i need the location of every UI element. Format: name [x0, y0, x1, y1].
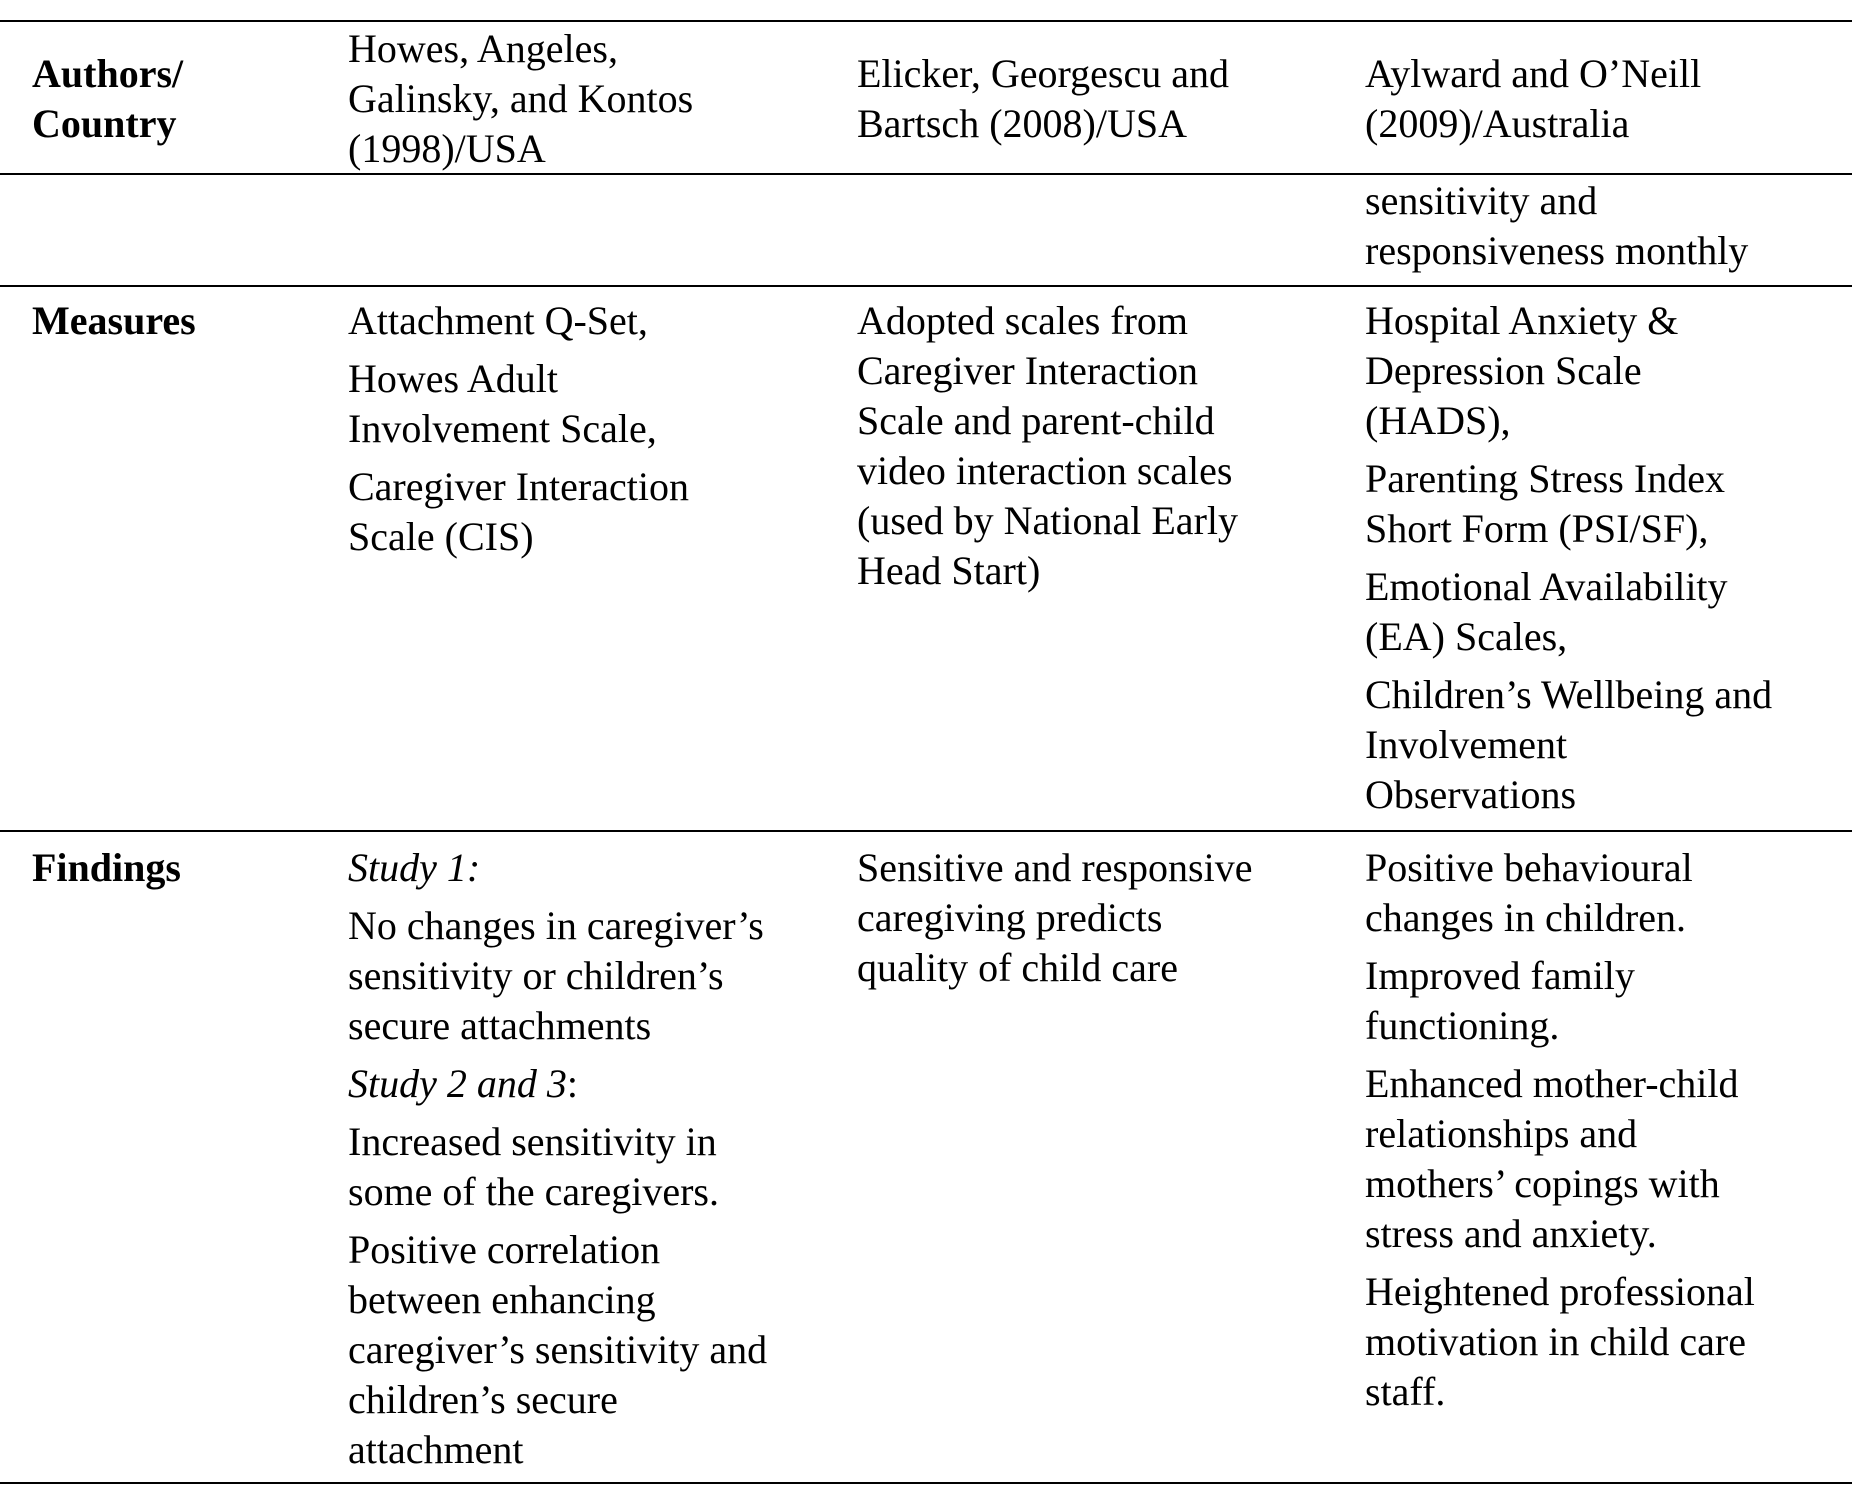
finding-item [1365, 951, 1845, 1051]
finding-item [348, 901, 848, 1051]
text-line: stress and anxiety. [1365, 1211, 1657, 1256]
text-line: some of the caregivers. [348, 1169, 719, 1214]
row-label: Findings [32, 845, 181, 890]
findings-label-cell [32, 843, 332, 893]
text-line: quality of child care [857, 945, 1178, 990]
text-line: between enhancing [348, 1277, 656, 1322]
header-text-line: Galinsky, and Kontos [348, 76, 694, 121]
findings-study3-cell [1365, 843, 1845, 1417]
text-line: Enhanced mother-child [1365, 1061, 1739, 1106]
findings-study2-cell [857, 843, 1347, 993]
text-line: motivation in child care [1365, 1319, 1746, 1364]
header-text-line: Howes, Angeles, [348, 26, 618, 71]
text-line: Heightened professional [1365, 1269, 1755, 1314]
text-line: Positive behavioural [1365, 845, 1693, 890]
finding-item [348, 1059, 848, 1109]
text-line: Howes Adult [348, 356, 558, 401]
table-bottom-rule [0, 1482, 1852, 1484]
text-line: video interaction scales [857, 448, 1233, 493]
continued-text-line: sensitivity and [1365, 178, 1598, 223]
text-line: Attachment Q-Set, [348, 298, 648, 343]
text-line: staff. [1365, 1369, 1446, 1414]
finding-item [348, 1117, 848, 1217]
text-line: sensitivity or children’s [348, 953, 724, 998]
text-line: (used by National Early [857, 498, 1238, 543]
continued-study3-cell [1365, 176, 1845, 276]
text-line: (EA) Scales, [1365, 614, 1568, 659]
text-line: Involvement [1365, 722, 1568, 767]
table-top-rule [0, 20, 1852, 22]
measures-study3-cell [1365, 296, 1845, 820]
finding-item [857, 843, 1347, 993]
row-label: Measures [32, 298, 196, 343]
text-line: secure attachments [348, 1003, 652, 1048]
header-study3-cell [1365, 49, 1845, 149]
findings-study1-cell [348, 843, 848, 1475]
study-heading-line [348, 1059, 848, 1109]
text-line: mothers’ copings with [1365, 1161, 1720, 1206]
text-line: functioning. [1365, 1003, 1560, 1048]
text-line: Improved family [1365, 953, 1635, 998]
measures-study1-cell [348, 296, 848, 562]
header-label-cell [32, 49, 332, 149]
text-line: caregiver’s sensitivity and [348, 1327, 768, 1372]
measures-row-bottom-rule [0, 830, 1852, 832]
text-line: Caregiver Interaction [857, 348, 1198, 393]
finding-item [348, 843, 848, 893]
text-line: changes in children. [1365, 895, 1686, 940]
measure-item [1365, 670, 1845, 820]
header-text-line: (1998)/USA [348, 126, 546, 171]
measure-item [1365, 454, 1845, 554]
text-line: Involvement Scale, [348, 406, 657, 451]
study-heading-colon: : [566, 1061, 578, 1106]
text-line: Adopted scales from [857, 298, 1189, 343]
measures-label-cell [32, 296, 332, 346]
study-heading: Study 2 and 3 [348, 1061, 567, 1106]
text-line: Head Start) [857, 548, 1041, 593]
study-heading: Study 1: [348, 845, 481, 890]
header-study1-cell [348, 24, 848, 174]
finding-item [1365, 1267, 1845, 1417]
text-line: Scale (CIS) [348, 514, 534, 559]
text-line: Positive correlation [348, 1227, 661, 1272]
header-text-line: Elicker, Georgescu and [857, 51, 1229, 96]
header-label-line: Authors/ [32, 51, 184, 96]
measures-study2-cell [857, 296, 1347, 596]
text-line: children’s secure [348, 1377, 618, 1422]
text-line: Caregiver Interaction [348, 464, 689, 509]
text-line: Children’s Wellbeing and [1365, 672, 1773, 717]
continued-text-line: responsiveness monthly [1365, 228, 1749, 273]
text-line: Short Form (PSI/SF), [1365, 506, 1709, 551]
measure-item [348, 296, 848, 346]
text-line: Parenting Stress Index [1365, 456, 1725, 501]
finding-item [1365, 1059, 1845, 1259]
text-line: No changes in caregiver’s [348, 903, 764, 948]
finding-item [1365, 843, 1845, 943]
header-text-line: (2009)/Australia [1365, 101, 1630, 146]
measure-item [348, 354, 848, 454]
header-study2-cell [857, 49, 1347, 149]
continued-row-bottom-rule [0, 285, 1852, 287]
text-line: Increased sensitivity in [348, 1119, 717, 1164]
text-line: Observations [1365, 772, 1577, 817]
header-label-line: Country [32, 101, 177, 146]
measure-item [1365, 562, 1845, 662]
text-line: (HADS), [1365, 398, 1511, 443]
measure-item [348, 462, 848, 562]
text-line: Emotional Availability [1365, 564, 1728, 609]
text-line: Sensitive and responsive [857, 845, 1253, 890]
finding-item [348, 1225, 848, 1475]
text-line: Scale and parent-child [857, 398, 1215, 443]
text-line: Depression Scale [1365, 348, 1642, 393]
measure-item [857, 296, 1347, 596]
text-line: relationships and [1365, 1111, 1638, 1156]
text-line: Hospital Anxiety & [1365, 298, 1679, 343]
measure-item [1365, 296, 1845, 446]
header-text-line: Aylward and O’Neill [1365, 51, 1702, 96]
header-text-line: Bartsch (2008)/USA [857, 101, 1187, 146]
text-line: caregiving predicts [857, 895, 1163, 940]
text-line: attachment [348, 1427, 524, 1472]
header-bottom-rule [0, 173, 1852, 175]
